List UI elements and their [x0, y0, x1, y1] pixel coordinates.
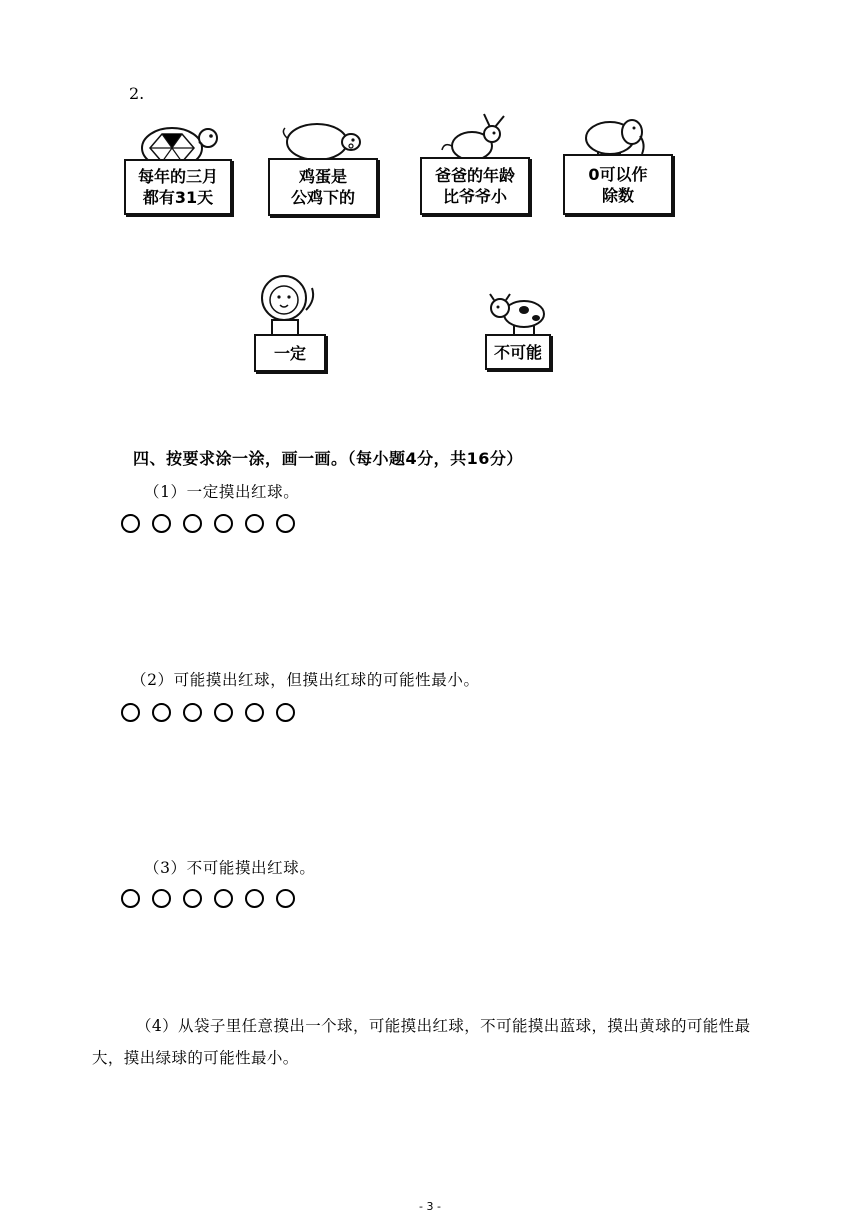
card-elephant	[562, 112, 726, 222]
ball-circle[interactable]	[121, 703, 140, 722]
item-1-circles	[121, 514, 295, 533]
ball-circle[interactable]	[121, 889, 140, 908]
item-2-label: （2）可能摸出红球，但摸出红球的可能性最小。	[131, 671, 480, 689]
ball-circle[interactable]	[276, 889, 295, 908]
card-cow	[484, 290, 564, 374]
card-sign: 0可以作 除数	[563, 154, 673, 215]
card-sign: 一定	[254, 334, 326, 372]
card-rabbit	[418, 112, 582, 222]
cow-icon	[484, 290, 554, 340]
page-number: - 3 -	[419, 1200, 441, 1213]
card-sign: 不可能	[485, 334, 551, 370]
item-2-circles	[121, 703, 295, 722]
ball-circle[interactable]	[276, 514, 295, 533]
ball-circle[interactable]	[245, 889, 264, 908]
card-sign: 爸爸的年龄 比爷爷小	[420, 157, 530, 215]
ball-circle[interactable]	[183, 889, 202, 908]
ball-circle[interactable]	[183, 514, 202, 533]
ball-circle[interactable]	[214, 514, 233, 533]
ball-circle[interactable]	[276, 703, 295, 722]
item-3-label: （3）不可能摸出红球。	[144, 859, 316, 877]
ball-circle[interactable]	[214, 889, 233, 908]
ball-circle[interactable]	[245, 514, 264, 533]
item-3-circles	[121, 889, 295, 908]
card-sign: 每年的三月 都有31天	[124, 159, 232, 215]
ball-circle[interactable]	[121, 514, 140, 533]
lion-icon	[252, 270, 332, 340]
ball-circle[interactable]	[183, 703, 202, 722]
ball-circle[interactable]	[245, 703, 264, 722]
card-pig	[267, 112, 431, 222]
item-1-label: （1）一定摸出红球。	[144, 483, 300, 501]
question-number: 2.	[129, 84, 145, 103]
ball-circle[interactable]	[152, 703, 171, 722]
card-sign: 鸡蛋是 公鸡下的	[268, 158, 378, 216]
card-turtle	[122, 112, 286, 222]
section-title: 四、按要求涂一涂，画一画。（每小题4分，共16分）	[133, 449, 523, 468]
card-lion	[252, 270, 332, 374]
item-4-text: （4）从袋子里任意摸出一个球，可能摸出红球，不可能摸出蓝球，摸出黄球的可能性最大，摸出绿球的可能性最小。	[92, 1017, 751, 1067]
ball-circle[interactable]	[214, 703, 233, 722]
ball-circle[interactable]	[152, 514, 171, 533]
ball-circle[interactable]	[152, 889, 171, 908]
